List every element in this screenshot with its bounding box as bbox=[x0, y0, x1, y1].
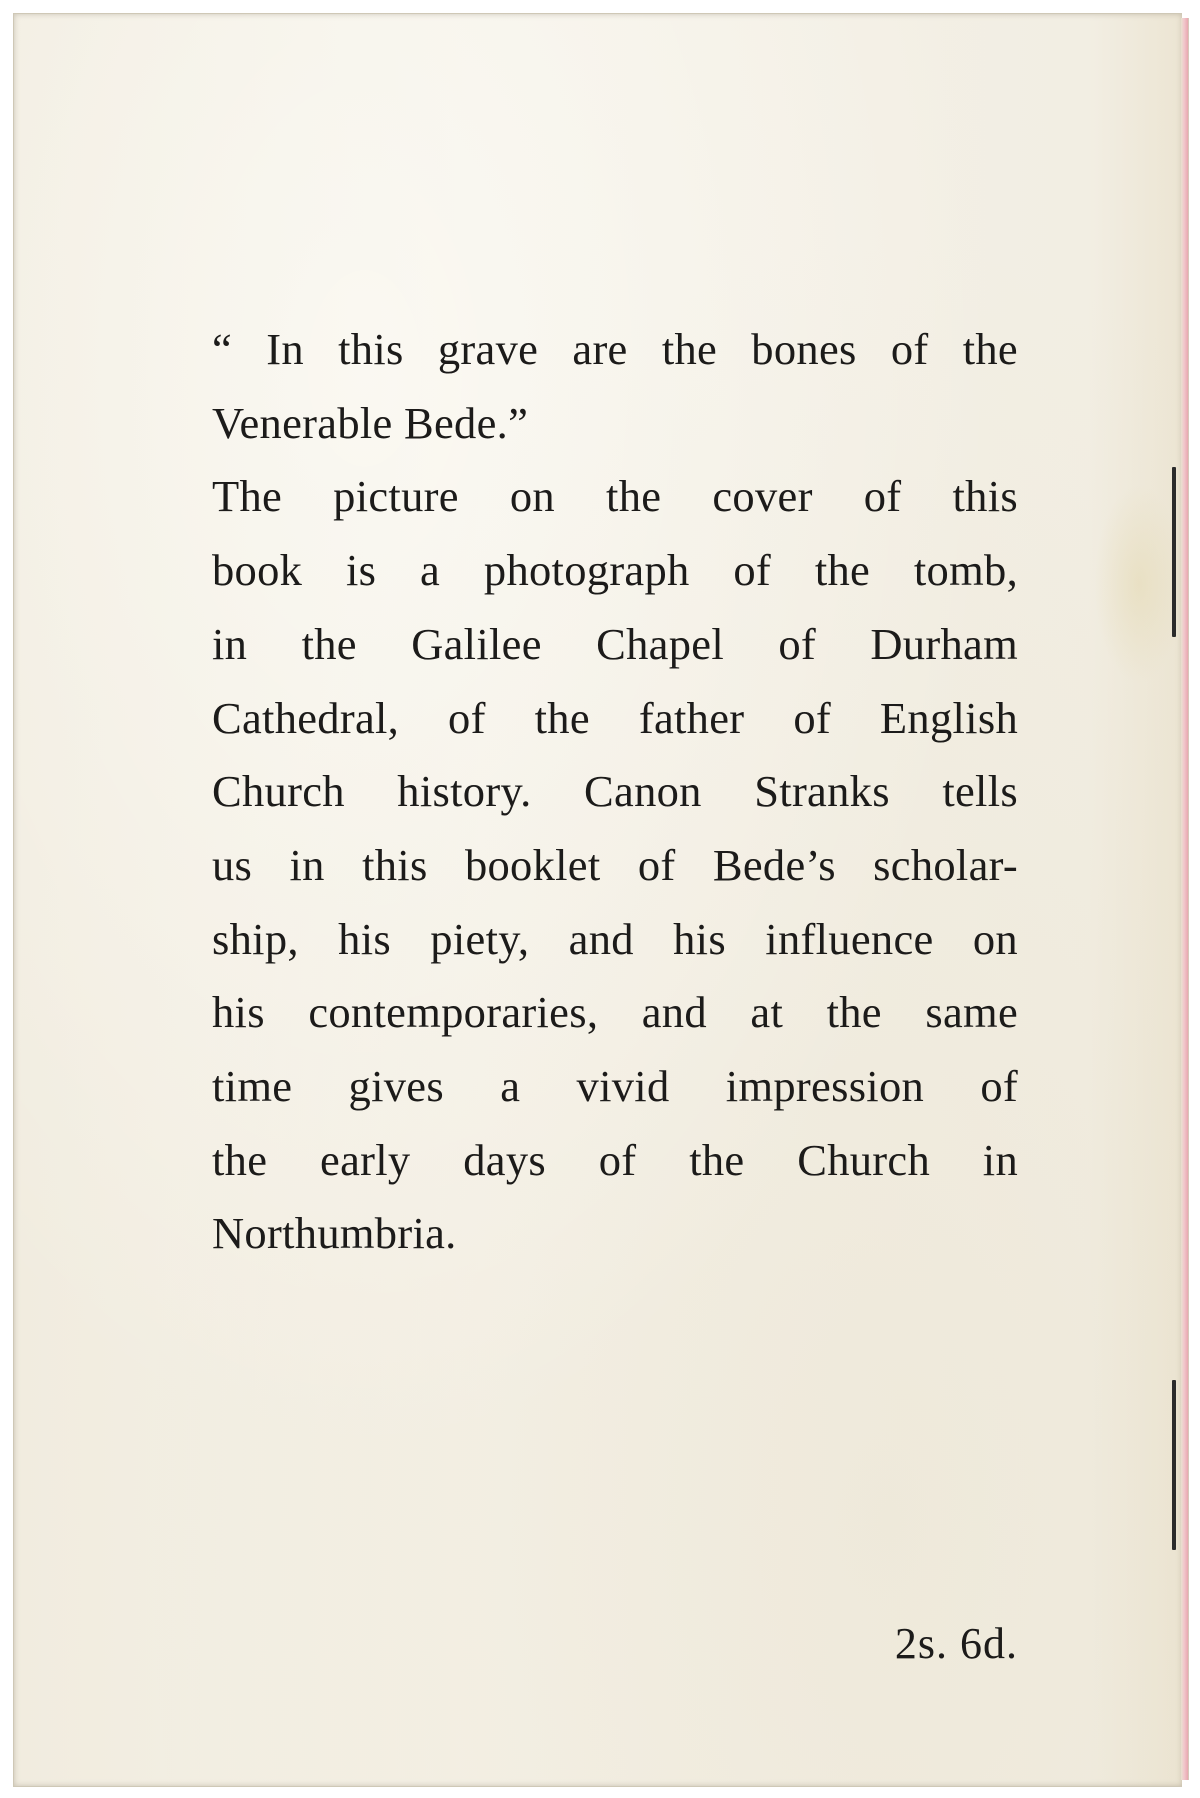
quote-line-1: “ In this grave are the bones of the bbox=[212, 324, 1018, 374]
cover-blurb bbox=[212, 313, 1018, 1271]
description-line: Church history. Canon Stranks tells bbox=[212, 766, 1018, 817]
paper-stain bbox=[1094, 484, 1184, 684]
description-line: book is a photograph of the tomb, bbox=[212, 545, 1018, 596]
quote-line-2: Venerable Bede.” bbox=[212, 397, 529, 448]
spine-edge bbox=[1181, 18, 1189, 1780]
description-line: his contemporaries, and at the same bbox=[212, 987, 1018, 1038]
description-line: the early days of the Church in bbox=[212, 1134, 1018, 1185]
description-line: The picture on the cover of this bbox=[212, 471, 1018, 522]
description-line: Cathedral, of the father of English bbox=[212, 692, 1018, 743]
description-line: in the Galilee Chapel of Durham bbox=[212, 618, 1018, 669]
staple-bottom bbox=[1172, 1380, 1176, 1550]
description-line: ship, his piety, and his influence on bbox=[212, 913, 1018, 964]
price-label: 2s. 6d. bbox=[894, 1619, 1018, 1668]
staple-top bbox=[1172, 467, 1176, 637]
description-line: time gives a vivid impression of bbox=[212, 1061, 1018, 1112]
description-line: us in this booklet of Bede’s scholar- bbox=[212, 839, 1018, 890]
description-line-last: Northumbria. bbox=[212, 1208, 457, 1259]
